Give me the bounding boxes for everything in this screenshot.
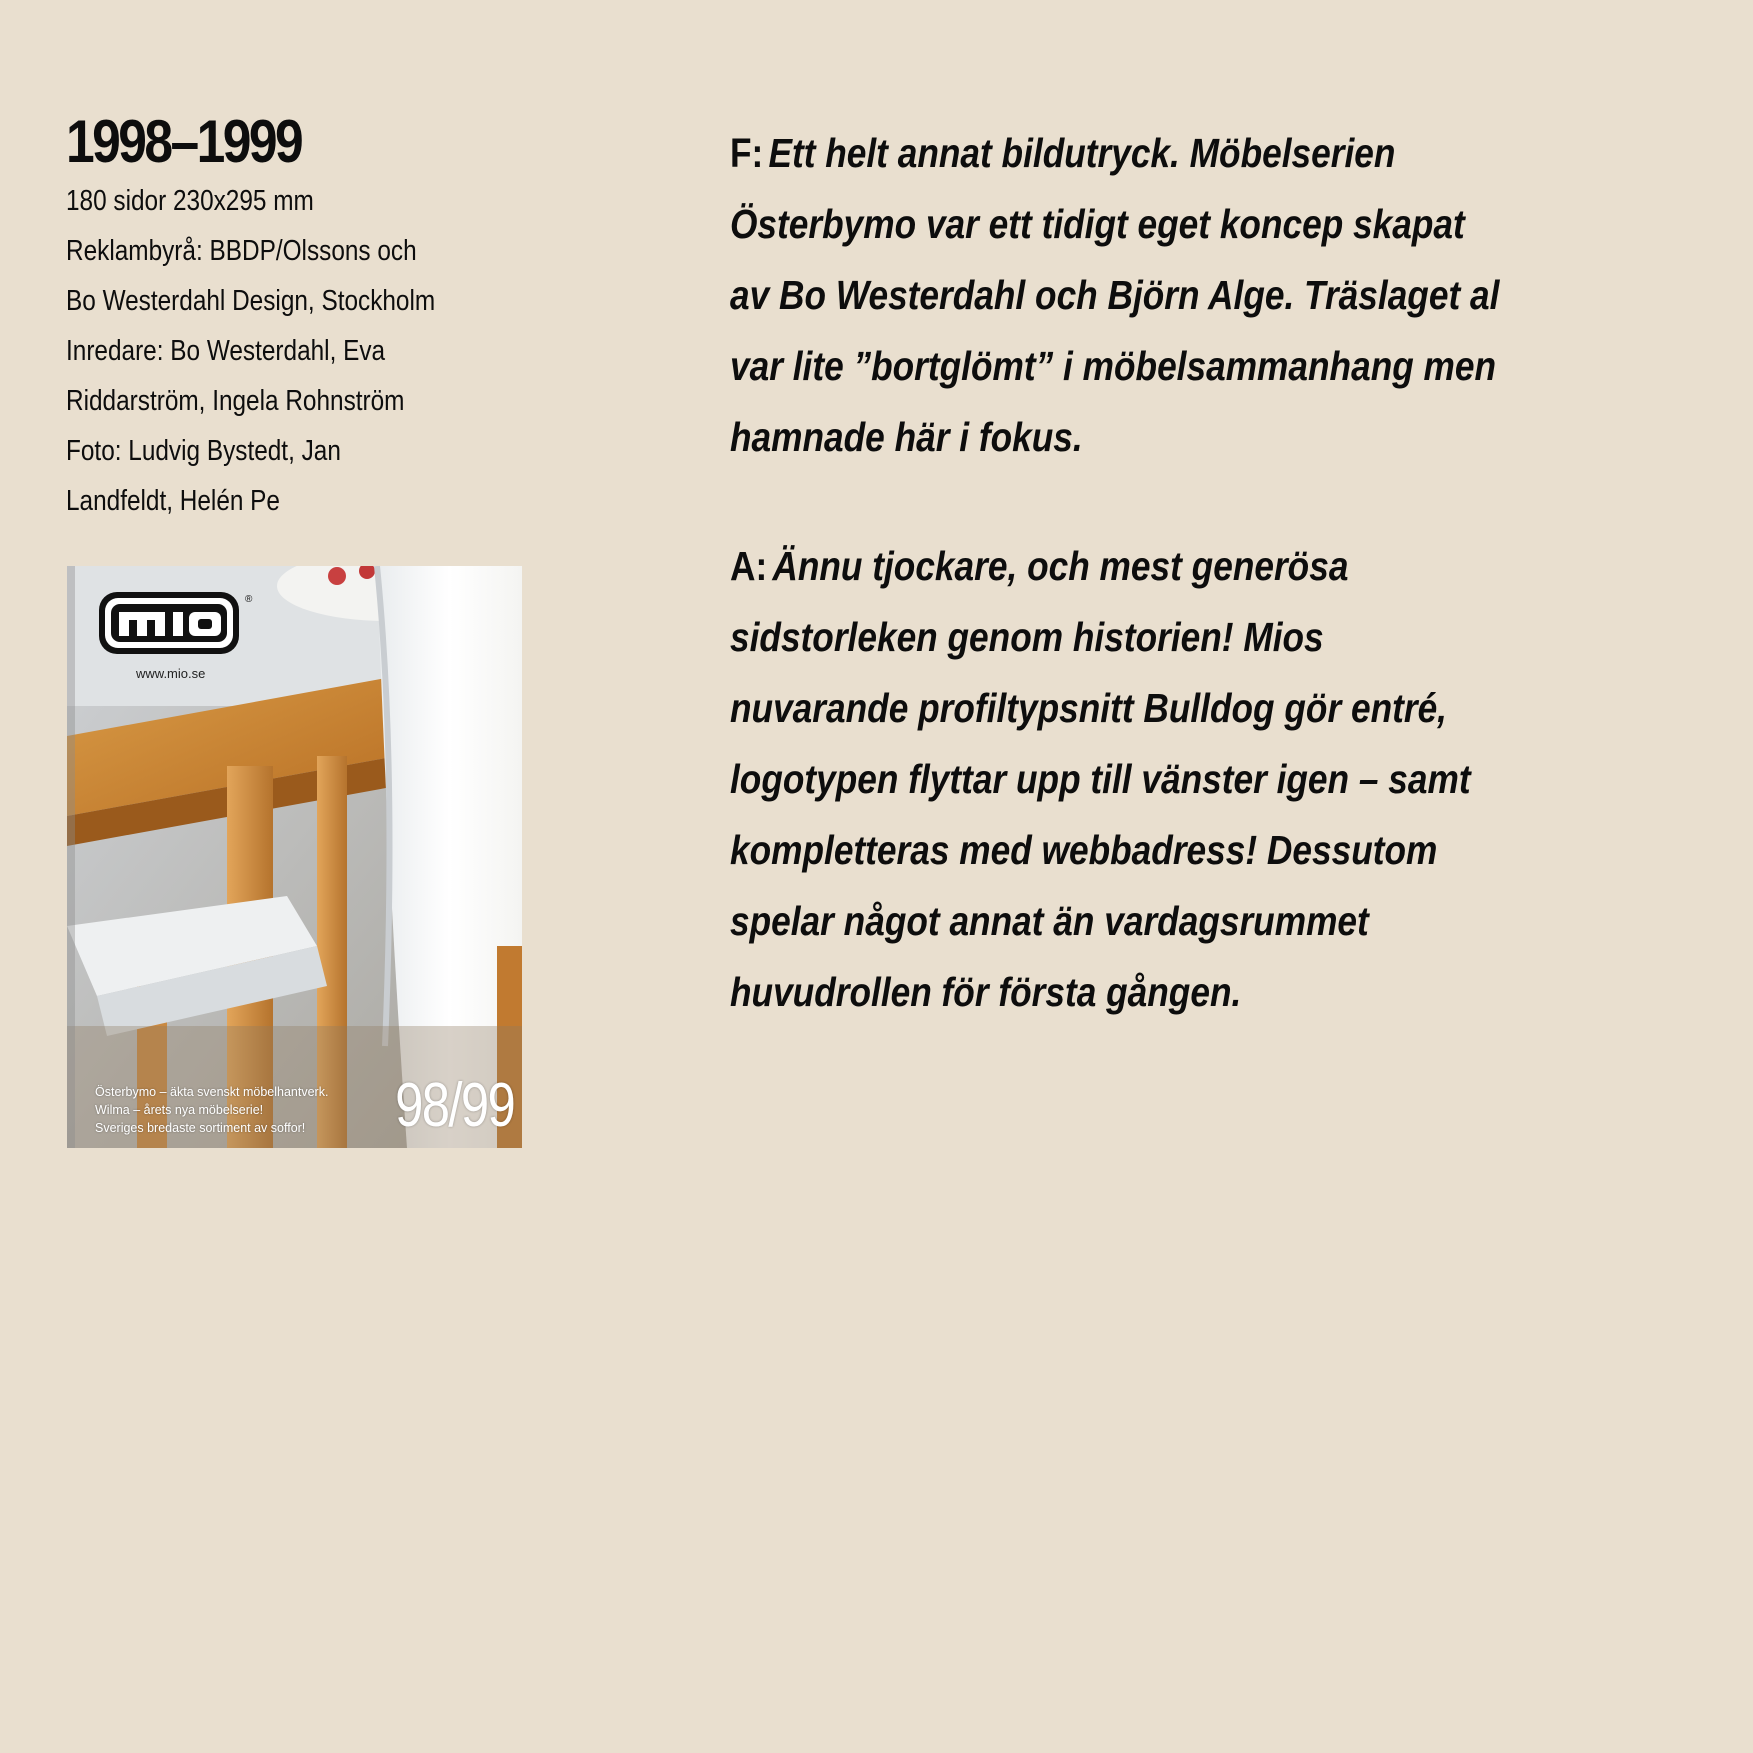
comment-line: spelar något annat än vardagsrummet [730,898,1369,944]
comment-f [730,118,1630,473]
cover-blurb-line: Wilma – årets nya möbelserie! [95,1103,264,1117]
comment-line: huvudrollen för första gången. [730,969,1242,1015]
comment-a [730,531,1630,1028]
meta-line: Inredare: Bo Westerdahl, Eva [66,335,386,367]
commentary [730,118,1630,1086]
catalog-year-title: 1998–1999 [66,108,302,175]
cover-edition: 98/99 [394,1071,514,1140]
catalog-cover-image [67,566,522,1148]
meta-line: Landfeldt, Helén Pe [66,485,280,517]
cover-blurb-line: Sveriges bredaste sortiment av soffor! [95,1121,306,1135]
comment-tag: F: [730,130,764,176]
registered-mark: ® [245,594,253,605]
comment-line: kompletteras med webbadress! Dessutom [730,827,1438,873]
comment-line: Österbymo var ett tidigt eget koncep skapat [730,201,1465,247]
comment-line: sidstorleken genom historien! Mios [730,614,1324,660]
cover-blurb-line: Österbymo – äkta svenskt möbelhantverk. [95,1085,329,1099]
comment-line: logotypen flyttar upp till vänster igen – samt [730,756,1471,802]
comment-line: nuvarande profiltypsnitt Bulldog gör entré, [730,685,1447,731]
comment-line: hamnade här i fokus. [730,414,1083,460]
comment-line: F: Ett helt annat bildutryck. Möbelserien [730,130,1396,176]
meta-line: Foto: Ludvig Bystedt, Jan [66,435,341,467]
meta-line: Reklambyrå: BBDP/Olssons och [66,235,417,267]
catalog-info [66,100,586,526]
comment-line: av Bo Westerdahl och Björn Alge. Träslaget al [730,272,1500,318]
cover-url: www.mio.se [136,666,206,681]
meta-line: 180 sidor 230x295 mm [66,185,314,217]
comment-line: var lite ”bortglömt” i möbelsammanhang men [730,343,1497,389]
comment-tag: A: [730,543,768,589]
mio-logo [97,588,257,658]
meta-line: Riddarström, Ingela Rohnström [66,385,405,417]
cover-blurb [95,1083,328,1137]
comment-line: A: Ännu tjockare, och mest generösa [730,543,1349,589]
meta-line: Bo Westerdahl Design, Stockholm [66,285,436,317]
catalog-meta [66,176,586,526]
